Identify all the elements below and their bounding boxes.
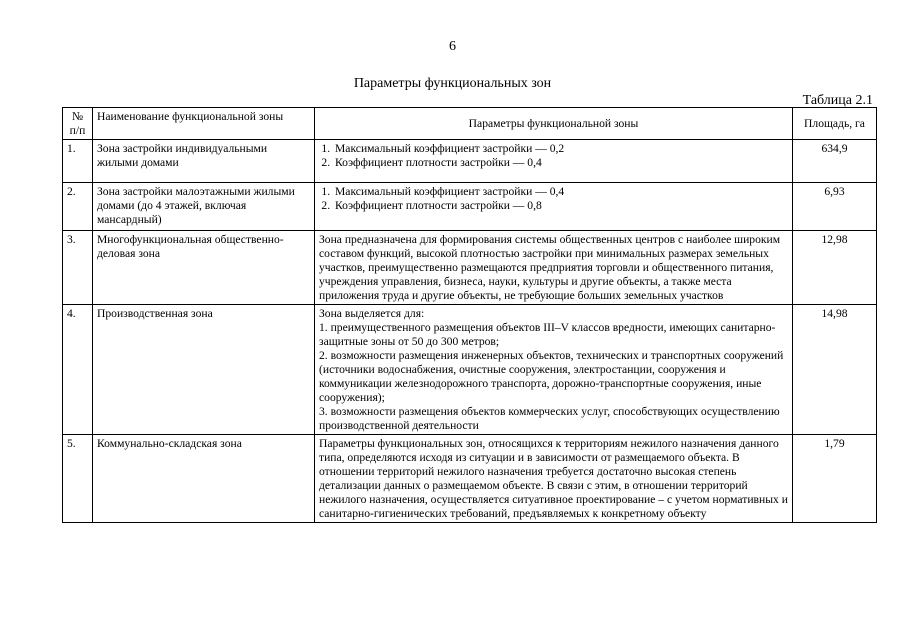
zones-table <box>62 107 877 523</box>
header-params: Параметры функциональной зоны <box>315 108 793 140</box>
row-num: 4. <box>63 305 93 435</box>
zone-area: 6,93 <box>793 183 877 231</box>
param-text: 1. преимущественного размещения объектов III–V классов вредности, имеющих санитарно-защитные зоны от 50 до 300 метров; <box>319 321 776 348</box>
param-text: Зона выделяется для: <box>319 307 425 320</box>
header-name: Наименование функциональной зоны <box>93 108 315 140</box>
param-item: 2. Коэффициент плотности застройки — 0,8 <box>333 199 788 213</box>
param-text: Зона предназначена для формирования системы общественных центров с наиболее широким составом функций, высокой плотностью застройки при минимальных размерах земельных участков, преимущественно размещаются предприятия торговли и общественного питания, учреждения управления, бизнеса, науки, культуры и другие объекты, а также места приложения труда и другие объекты, не требующие больших земельных участков <box>319 233 781 302</box>
param-text: 2. возможности размещения инженерных объектов, технических и транспортных сооружений (источники водоснабжения, очистные сооружения, электростанции, сооружения и коммуникации железнодорожного транспорта, дорожно-транспортные сооружения, иные сооружения); <box>319 349 784 404</box>
table-header-row <box>63 108 877 140</box>
row-num: 5. <box>63 435 93 523</box>
table-row <box>63 183 877 231</box>
param-text: 3. возможности размещения объектов коммерческих услуг, способствующих осуществлению производственной деятельности <box>319 405 780 432</box>
row-num: 1. <box>63 140 93 183</box>
param-item: 2. Коэффициент плотности застройки — 0,4 <box>333 156 788 170</box>
zone-params <box>315 305 793 435</box>
zone-params <box>315 140 793 183</box>
zone-area: 12,98 <box>793 231 877 305</box>
zone-params <box>315 183 793 231</box>
table-row <box>63 435 877 523</box>
table-row <box>63 140 877 183</box>
zone-name: Зона застройки индивидуальными жилыми домами <box>93 140 315 183</box>
param-text: Параметры функциональных зон, относящихся к территориям нежилого назначения данного типа, определяются исходя из ситуации и в зависимости от размещаемого объекта. В отношении территорий нежилого назначения требуется достаточно высокая степень детализации данных о размещаемом объекте. В связи с этим, в отношении территорий нежилого назначения, осуществляется ситуативное проектирование – с учетом нормативных и санитарно-гигиенических требований, предъявляемых к конкретному объекту <box>319 437 788 520</box>
zone-params <box>315 231 793 305</box>
zone-area: 14,98 <box>793 305 877 435</box>
table-row <box>63 305 877 435</box>
zone-name: Производственная зона <box>93 305 315 435</box>
zone-params <box>315 435 793 523</box>
row-num: 2. <box>63 183 93 231</box>
table-row <box>63 231 877 305</box>
page-number: 6 <box>449 39 456 54</box>
page-title: Параметры функциональных зон <box>353 76 552 91</box>
zone-name: Коммунально-складская зона <box>93 435 315 523</box>
zone-name: Многофункциональная общественно-деловая зона <box>93 231 315 305</box>
zone-area: 1,79 <box>793 435 877 523</box>
param-item: 1. Максимальный коэффициент застройки — 0,4 <box>333 185 788 199</box>
zone-area: 634,9 <box>793 140 877 183</box>
table-label: Таблица 2.1 <box>802 93 873 108</box>
param-item: 1. Максимальный коэффициент застройки — 0,2 <box>333 142 788 156</box>
zone-name: Зона застройки малоэтажными жилыми домами (до 4 этажей, включая мансардный) <box>93 183 315 231</box>
header-area: Площадь, га <box>793 108 877 140</box>
row-num: 3. <box>63 231 93 305</box>
header-num: № п/п <box>63 108 93 140</box>
